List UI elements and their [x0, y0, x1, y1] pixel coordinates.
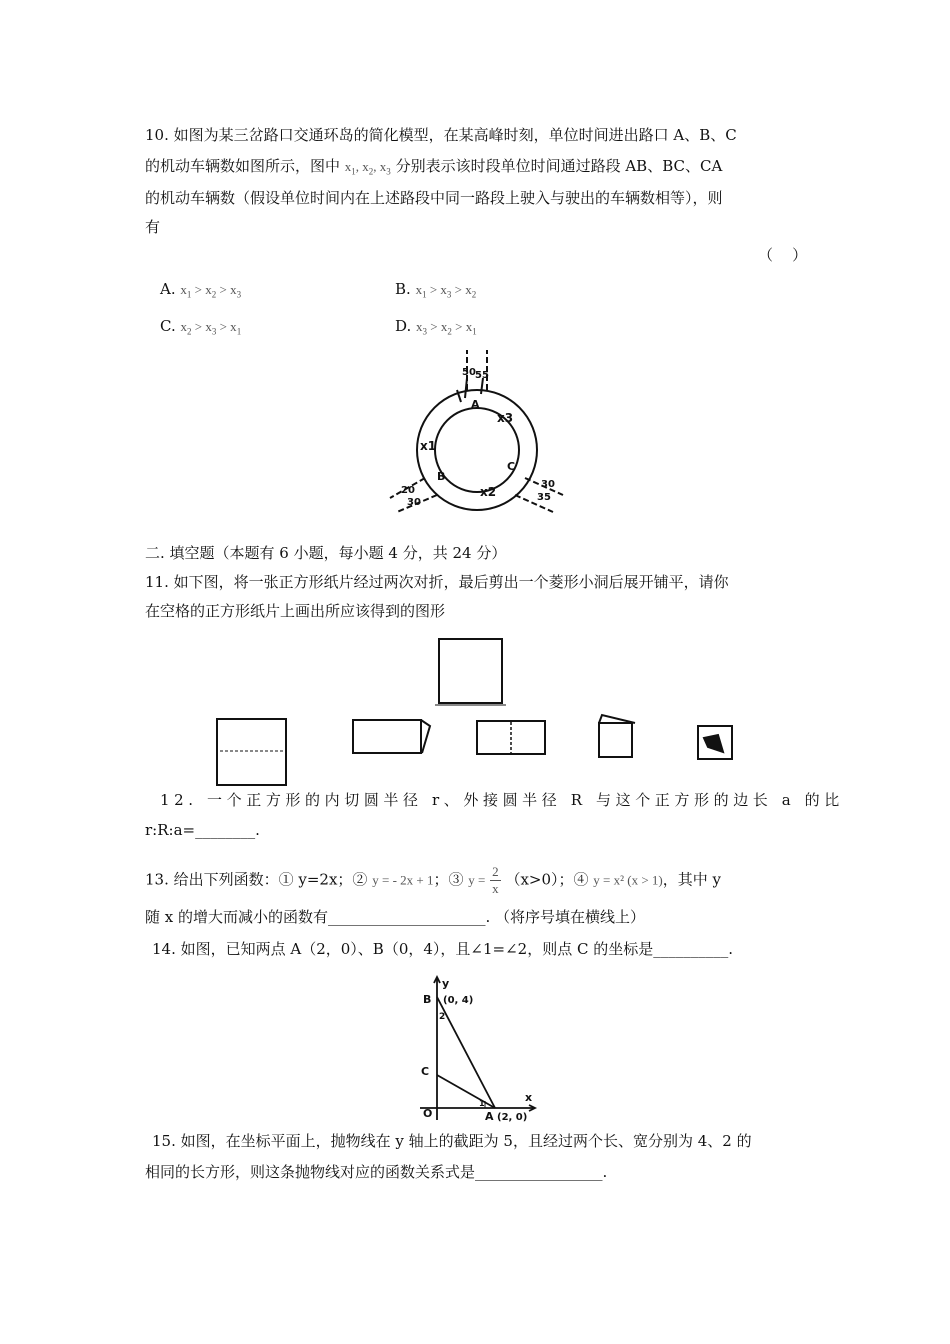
q14-line-1: 14. 如图，已知两点 A（2，0）、B（0，4），且∠1=∠2，则点 C 的坐标是__________.: [152, 940, 733, 958]
option-c-expr: $x_2 > x_3 > x_1$: [180, 319, 242, 337]
label-a: A: [471, 398, 480, 411]
q10-line-4: 有: [145, 218, 161, 236]
rhombus-hole: [704, 735, 723, 752]
label-x1: x1: [420, 439, 437, 453]
roundabout-figure: [385, 350, 575, 515]
point-a-coords: (2, 0): [497, 1112, 528, 1123]
option-d-expr: $x_3 > x_2 > x_1$: [416, 319, 477, 337]
point-b-coords: (0, 4): [443, 995, 474, 1006]
q12-line-2: r:R:a=________.: [145, 821, 260, 839]
q10-line-2a: 的机动车辆数如图所示，图中: [145, 157, 341, 175]
q15-line-1: 15. 如图，在坐标平面上，抛物线在 y 轴上的截距为 5，且经过两个长、宽分别为 4、2 的: [152, 1132, 752, 1150]
q10-line-1: 10. 如图为某三岔路口交通环岛的简化模型，在某高峰时刻，单位时间进出路口 A、B、C: [145, 126, 737, 144]
option-b-label: B.: [395, 280, 411, 298]
square-step-2: [353, 720, 421, 753]
label-30-right: 30: [541, 479, 555, 490]
q13-part-b: ；③: [433, 870, 464, 889]
q13-part-c: （x>0）；④: [505, 870, 589, 889]
label-x2: x2: [480, 485, 497, 499]
q13-func-2: y = - 2x + 1: [372, 872, 434, 888]
label-20: 20: [401, 485, 415, 496]
option-b-expr: $x_1 > x_3 > x_2$: [415, 282, 477, 300]
q10-vars: $x_1$, $x_2$, $x_3$: [344, 159, 391, 177]
q13-line-2: 随 x 的增大而减小的函数有_____________________. （将序号填在横线上）: [145, 908, 646, 926]
option-c-label: C.: [160, 317, 176, 335]
q13-fraction: [490, 864, 501, 897]
label-x3: x3: [497, 411, 514, 425]
q13-part-d: ，其中 y: [662, 870, 722, 889]
square-step-4: [599, 723, 632, 757]
folding-figure: [210, 635, 750, 790]
option-c: [160, 317, 241, 337]
q10-line-2: [145, 156, 810, 182]
angle-1: 1: [479, 1099, 485, 1108]
label-50: 50: [462, 367, 476, 378]
q13-func-4: y = x² (x > 1): [593, 872, 663, 888]
q11-line-1: 11. 如下图，将一张正方形纸片经过两次对折，最后剪出一个菱形小洞后展开铺平，请你: [145, 573, 729, 591]
answer-bracket: （ ）: [758, 246, 808, 264]
label-35: 35: [537, 492, 551, 503]
q13-func-3-prefix: y =: [468, 872, 486, 888]
square-step-1: [217, 719, 286, 785]
label-30-left: 30: [407, 497, 421, 508]
point-b: B: [423, 993, 432, 1006]
option-d-label: D.: [395, 317, 412, 335]
option-b: [395, 280, 476, 300]
option-d: [395, 317, 477, 337]
q10-line-3: 的机动车辆数（假设单位时间内在上述路段中同一路段上驶入与驶出的车辆数相等），则: [145, 189, 723, 207]
fraction-denominator: x: [492, 881, 499, 896]
q11-line-2: 在空格的正方形纸片上画出所应该得到的图形: [145, 602, 446, 620]
option-a-label: A.: [160, 280, 176, 298]
point-c: C: [421, 1065, 430, 1078]
label-c: C: [507, 460, 516, 473]
q12-line-1: 12. 一个正方形的内切圆半径 r、外接圆半径 R 与这个正方形的边长 a 的比: [160, 791, 844, 809]
q15-line-2: 相同的长方形，则这条抛物线对应的函数关系式是_________________.: [145, 1163, 608, 1181]
angle-2: 2: [439, 1012, 446, 1022]
origin-o: O: [423, 1107, 433, 1120]
axis-label-y: y: [442, 977, 450, 990]
option-a-expr: $x_1 > x_2 > x_3$: [180, 282, 242, 300]
option-a: [160, 280, 241, 300]
fraction-numerator: 2: [492, 864, 499, 879]
coordinate-figure: [415, 975, 545, 1125]
q13-part-a: 13. 给出下列函数：① y=2x；②: [145, 870, 368, 889]
axis-label-x: x: [525, 1091, 533, 1104]
label-55: 55: [475, 370, 489, 381]
q13-line-1: [145, 864, 810, 897]
q10-line-2b: 分别表示该时段单位时间通过路段 AB、BC、CA: [395, 157, 723, 175]
section-heading: 二. 填空题（本题有 6 小题，每小题 4 分，共 24 分）: [145, 544, 507, 562]
label-b: B: [437, 470, 446, 483]
point-a: A: [485, 1110, 494, 1123]
blank-square: [439, 639, 502, 703]
